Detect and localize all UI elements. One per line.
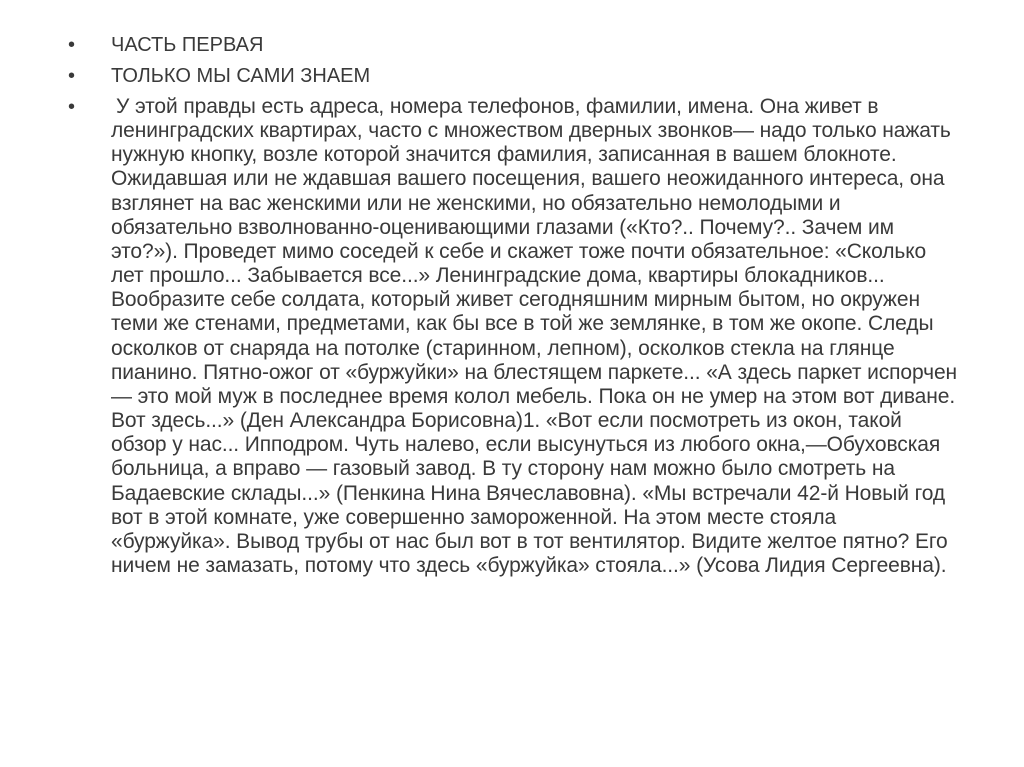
bullet-icon: •: [68, 34, 76, 56]
body-paragraph: У этой правды есть адреса, номера телефонов, фамилии, имена. Она живет в ленинградских квартирах, часто с множеством дверных звонков— надо только нажать нужную кнопку, возле которой значится фамилия, записанная в вашем блокноте. Ожидавшая или не ждавшая вашего посещения, вашего неожиданного интереса, она взглянет на вас женскими или не женскими, но обязательно немолодыми и обязательно взволнованно-оценивающими глазами («Кто?.. Почему?.. Зачем им это?»). Проведет мимо соседей к себе и скажет тоже почти обязательное: «Сколько лет прошло... Забывается все...» Ленинградские дома, квартиры блокадников... Вообразите себе солдата, который живет сегодняшним мирным бытом, но окружен теми же стенами, предметами, как бы все в той же землянке, в том же окопе. Следы осколков от снаряда на потолке (старинном, лепном), осколков стекла на глянце пианино. Пятно-ожог от «буржуйки» на блестящем паркете... «А здесь паркет испорчен — это мой муж в последнее время колол мебель. Пока он не умер на этом вот диване. Вот здесь...» (Ден Александра Борисовна)1. «Вот если посмотреть из окон, такой обзор у нас... Ипподром. Чуть налево, если высунуться из любого окна,—Обуховская больница, а вправо — газовый завод. В ту сторону нам можно было смотреть на Бадаевские склады...» (Пенкина Нина Вячеславовна). «Мы встречали 42-й Новый год вот в этой комнате, уже совершенно замороженной. На этом месте стояла «буржуйка». Вывод трубы от нас был вот в тот вентилятор. Видите желтое пятно? Его ничем не замазать, потому что здесь «буржуйка» стояла...» (Усова Лидия Сергеевна).: [111, 95, 958, 577]
bullet-list: [68, 33, 968, 585]
chapter-title: ТОЛЬКО МЫ САМИ ЗНАЕМ: [111, 65, 371, 87]
bullet-item-chapter-title: [68, 64, 968, 88]
bullet-item-body: [68, 95, 968, 578]
bullet-item-part-title: [68, 33, 968, 57]
bullet-icon: •: [68, 96, 76, 118]
part-title: ЧАСТЬ ПЕРВАЯ: [111, 34, 264, 56]
bullet-icon: •: [68, 65, 76, 87]
